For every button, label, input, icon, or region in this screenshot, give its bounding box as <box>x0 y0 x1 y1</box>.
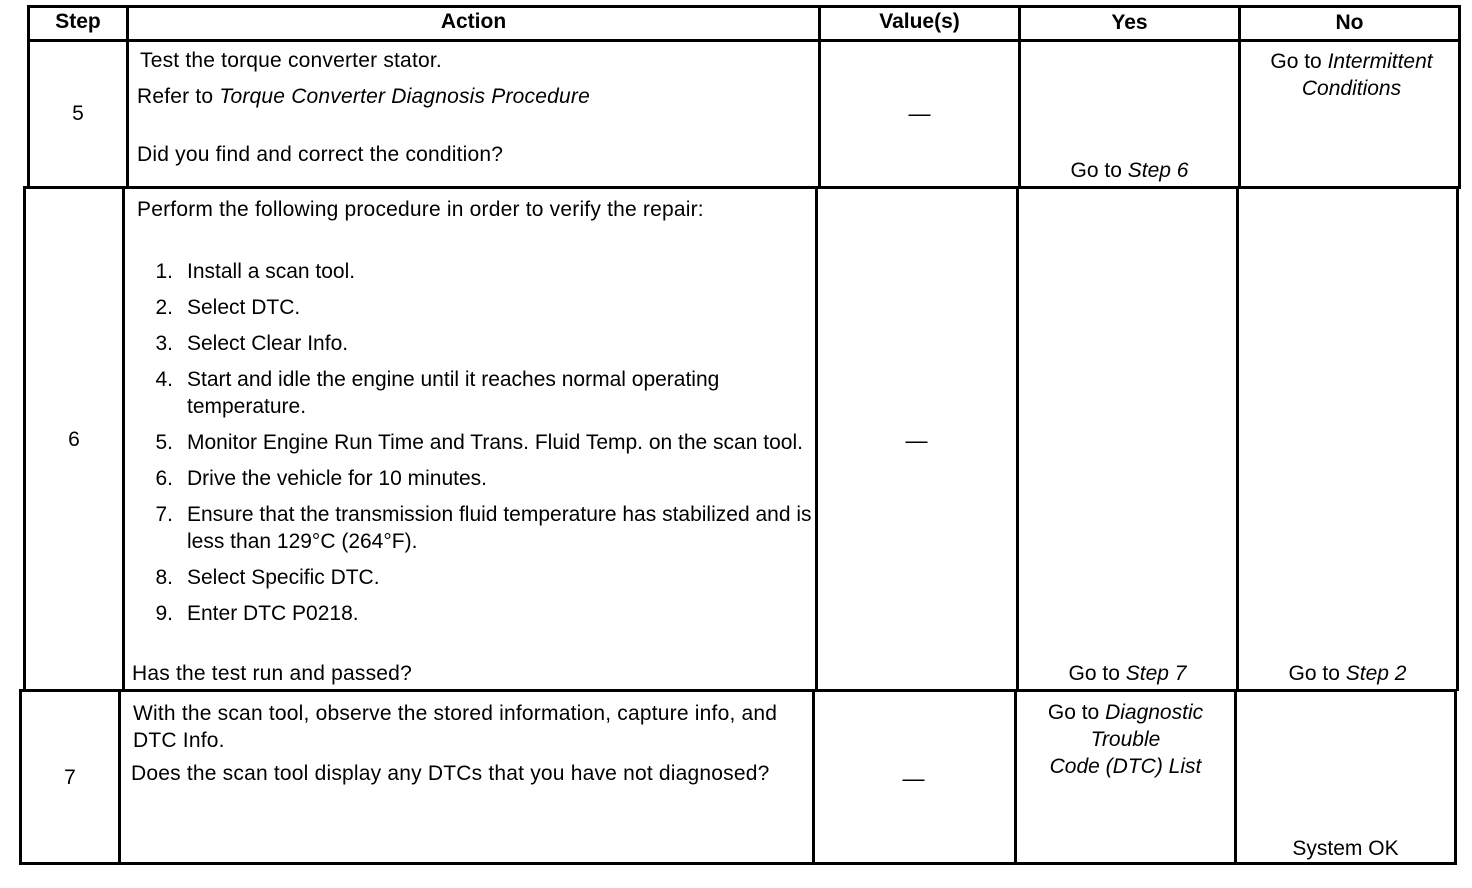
values-col-line-mid <box>1016 186 1019 691</box>
row7-yes-target-line3[interactable]: Code (DTC) List <box>1049 755 1202 778</box>
row5-refer-link[interactable]: Torque Converter Diagnosis Procedure <box>219 85 590 108</box>
list-item: 7. Ensure that the transmission fluid temperature has stabilized and is less than 129°C (264°F). <box>155 503 812 553</box>
row7-yes-target-line1[interactable]: Diagnostic <box>1105 701 1204 724</box>
row5-no[interactable] <box>1245 48 1458 102</box>
row7-yes-prefix: Go to <box>1047 701 1106 724</box>
header-action: Action <box>440 10 507 33</box>
row5-no-target-line1[interactable]: Intermittent <box>1327 50 1433 73</box>
row6-value: — <box>905 428 928 453</box>
header-no: No <box>1335 11 1364 34</box>
list-item: 6. Drive the vehicle for 10 minutes. <box>155 467 487 490</box>
right-border-low <box>1454 689 1457 865</box>
table-border-bottom <box>20 862 1456 865</box>
list-item: 3. Select Clear Info. <box>155 332 349 355</box>
step-col-line-low <box>118 689 121 865</box>
right-border <box>1458 5 1461 189</box>
row7-yes[interactable] <box>1017 699 1234 780</box>
row6-procedure-list <box>131 258 811 627</box>
row6-yes[interactable] <box>1019 660 1236 687</box>
header-divider <box>28 39 1460 42</box>
step-number-5: 5 <box>72 102 84 125</box>
right-border-mid <box>1456 186 1459 691</box>
row7-value: — <box>902 766 925 791</box>
row5-yes[interactable] <box>1021 157 1238 184</box>
list-item: 8. Select Specific DTC. <box>155 566 380 589</box>
row5-refer-prefix: Refer to <box>137 85 220 108</box>
row5-no-target-line2[interactable]: Conditions <box>1301 77 1402 100</box>
row6-no-prefix: Go to <box>1288 662 1346 685</box>
row6-no-target[interactable]: Step 2 <box>1345 662 1407 685</box>
row5-yes-prefix: Go to <box>1070 159 1128 182</box>
row6-yes-prefix: Go to <box>1068 662 1126 685</box>
yes-col-line-mid <box>1236 186 1239 691</box>
row7-action-question: Does the scan tool display any DTCs that you have not diagnosed? <box>131 762 770 785</box>
row7-yes-target-line2[interactable]: Trouble <box>1090 728 1161 751</box>
row6-divider <box>20 689 1456 692</box>
list-item: 4. Start and idle the engine until it reaches normal operating temperature. <box>155 368 720 418</box>
row5-value: — <box>908 101 931 126</box>
list-item: 9. Enter DTC P0218. <box>155 602 359 625</box>
row6-action-intro: Perform the following procedure in order to verify the repair: <box>137 198 704 221</box>
header-values: Value(s) <box>879 10 960 33</box>
row5-action-refer <box>137 83 590 110</box>
list-item: 1. Install a scan tool. <box>155 260 356 283</box>
list-item: 2. Select DTC. <box>155 296 301 319</box>
row5-no-prefix: Go to <box>1270 50 1328 73</box>
row6-action-question: Has the test run and passed? <box>132 662 412 685</box>
step-number-6: 6 <box>68 428 80 451</box>
step-col-line-mid <box>122 186 125 691</box>
header-step: Step <box>55 10 101 33</box>
row6-yes-target[interactable]: Step 7 <box>1125 662 1187 685</box>
row5-action-question: Did you find and correct the condition? <box>137 143 504 166</box>
row5-yes-target[interactable]: Step 6 <box>1127 159 1189 182</box>
row7-no: System OK <box>1292 837 1399 860</box>
step-number-7: 7 <box>64 766 76 789</box>
header-yes: Yes <box>1111 11 1148 34</box>
row6-no[interactable] <box>1239 660 1456 687</box>
list-item: 5. Monitor Engine Run Time and Trans. Fluid Temp. on the scan tool. <box>155 431 803 454</box>
row7-action-line1: With the scan tool, observe the stored information, capture info, and DTC Info. <box>133 702 778 752</box>
row5-action-line1: Test the torque converter stator. <box>140 49 442 72</box>
row5-divider <box>24 186 1456 189</box>
